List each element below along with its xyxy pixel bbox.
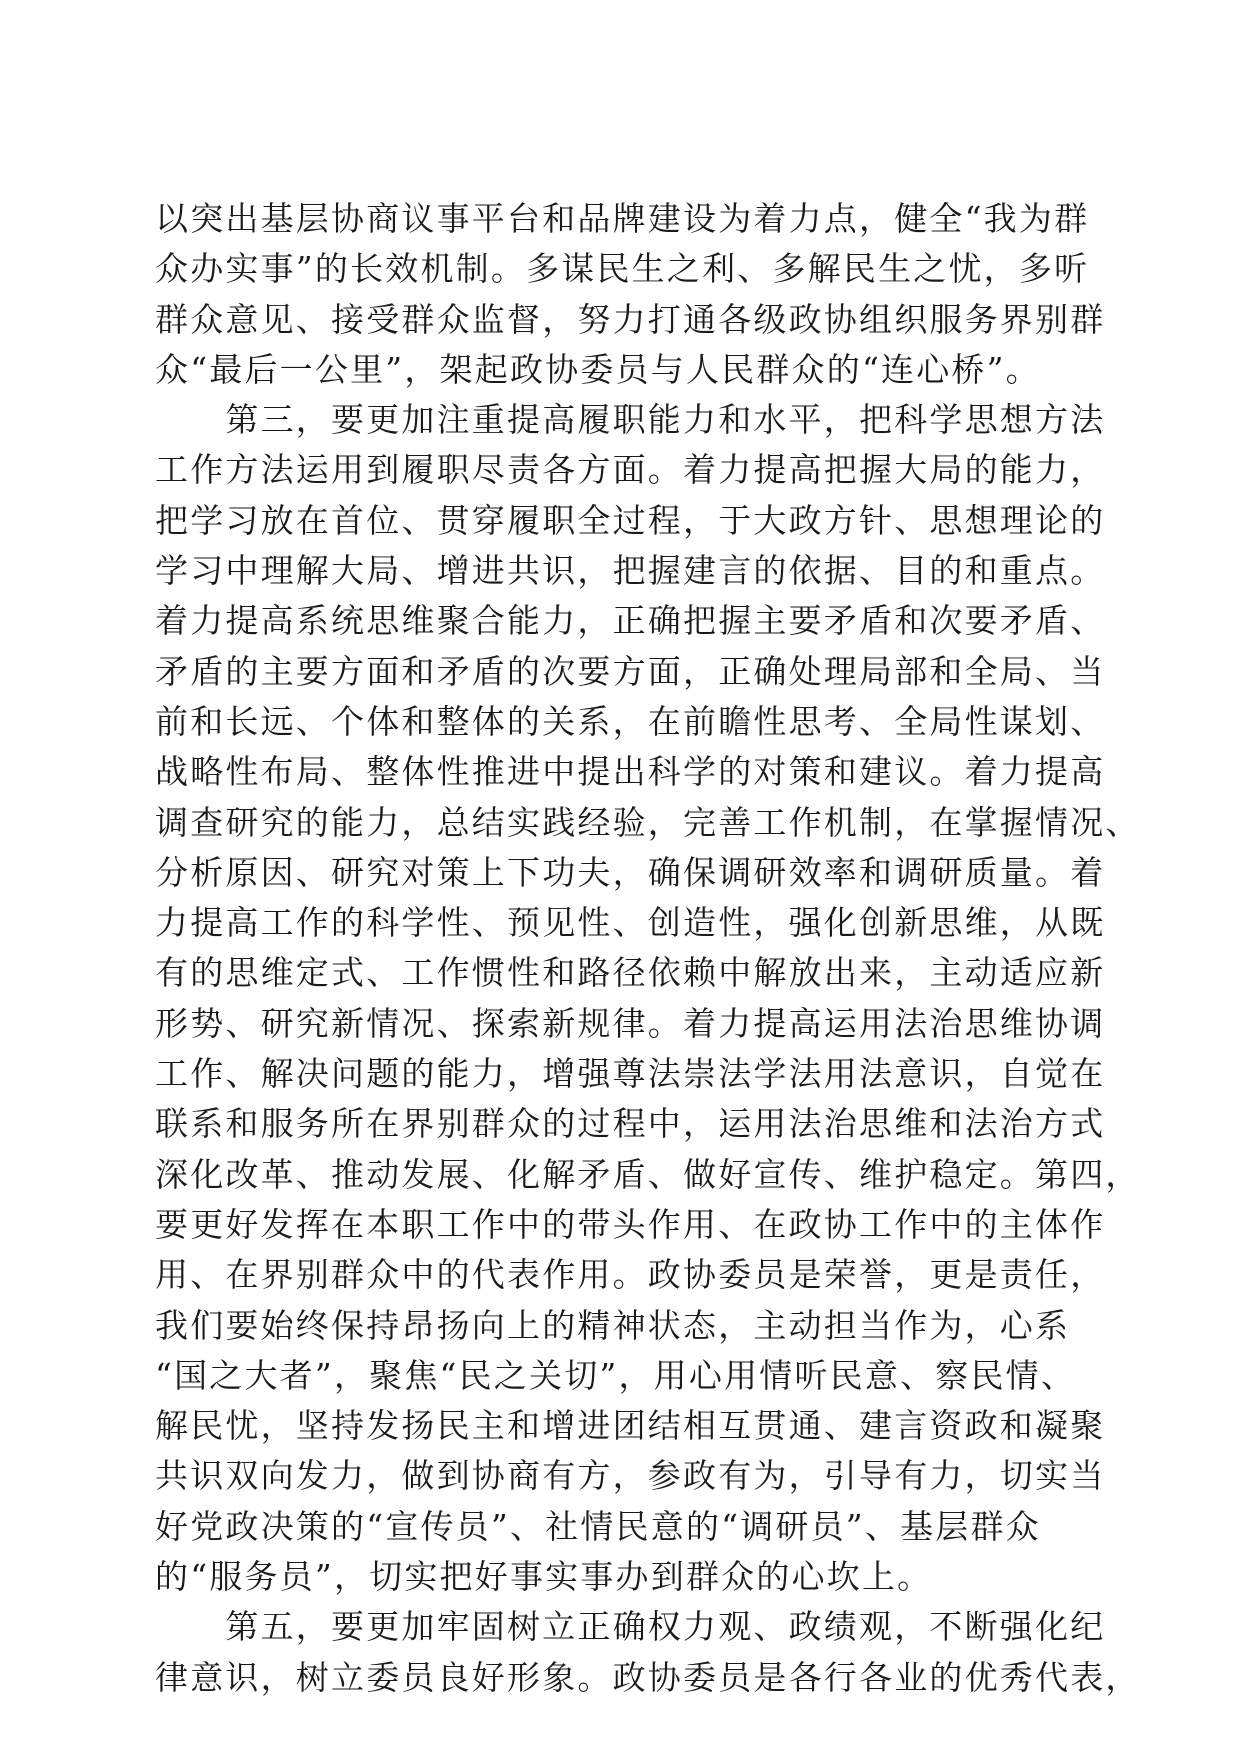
text-line: 律意识，树立委员良好形象。政协委员是各行各业的优秀代表，: [155, 1657, 1141, 1697]
text-line: 解民忧，坚持发扬民主和增进团结相互贯通、建言资政和凝聚: [155, 1406, 1106, 1446]
text-line: 前和长远、个体和整体的关系，在前瞻性思考、全局性谋划、: [155, 701, 1106, 741]
text-line: 众“最后一公里”，架起政协委员与人民群众的“连心桥”。: [155, 349, 1041, 389]
text-line: 众办实事”的长效机制。多谋民生之利、多解民生之忧，多听: [155, 249, 1090, 289]
text-line: 要更好发挥在本职工作中的带头作用、在政协工作中的主体作: [155, 1204, 1106, 1244]
text-line: 力提高工作的科学性、预见性、创造性，强化创新思维，从既: [155, 903, 1106, 943]
text-line: 战略性布局、整体性推进中提出科学的对策和建议。着力提高: [155, 752, 1106, 792]
text-line: 联系和服务所在界别群众的过程中，运用法治思维和法治方式: [155, 1104, 1106, 1144]
text-line: 调查研究的能力，总结实践经验，完善工作机制，在掌握情况、: [155, 802, 1141, 842]
text-line: 第五，要更加牢固树立正确权力观、政绩观，不断强化纪: [155, 1607, 1106, 1647]
text-line: 群众意见、接受群众监督，努力打通各级政协组织服务界别群: [155, 299, 1106, 339]
text-line: 工作方法运用到履职尽责各方面。着力提高把握大局的能力，: [155, 450, 1106, 490]
text-line: 用、在界别群众中的代表作用。政协委员是荣誉，更是责任，: [155, 1255, 1106, 1295]
text-line: 把学习放在首位、贯穿履职全过程，于大政方针、思想理论的: [155, 500, 1106, 540]
body-text: [155, 194, 1141, 1703]
text-line: 第三，要更加注重提高履职能力和水平，把科学思想方法: [155, 400, 1106, 440]
text-line: 我们要始终保持昂扬向上的精神状态，主动担当作为，心系: [155, 1305, 1071, 1345]
text-line: 矛盾的主要方面和矛盾的次要方面，正确处理局部和全局、当: [155, 651, 1106, 691]
text-line: 以突出基层协商议事平台和品牌建设为着力点，健全“我为群: [155, 199, 1090, 238]
text-line: 有的思维定式、工作惯性和路径依赖中解放出来，主动适应新: [155, 953, 1106, 993]
text-line: 形势、研究新情况、探索新规律。着力提高运用法治思维协调: [155, 1003, 1106, 1043]
text-line: 好党政决策的“宣传员”、社情民意的“调研员”、基层群众: [155, 1506, 1041, 1546]
text-line: 着力提高系统思维聚合能力，正确把握主要矛盾和次要矛盾、: [155, 601, 1106, 641]
text-line: 分析原因、研究对策上下功夫，确保调研效率和调研质量。着: [155, 852, 1106, 892]
text-line: “国之大者”，聚焦“民之关切”，用心用情听民意、察民情、: [155, 1355, 1077, 1395]
text-line: 的“服务员”，切实把好事实事办到群众的心坎上。: [155, 1557, 933, 1597]
text-line: 学习中理解大局、增进共识，把握建言的依据、目的和重点。: [155, 551, 1106, 591]
text-line: 共识双向发力，做到协商有方，参政有为，引导有力，切实当: [155, 1456, 1106, 1496]
text-line: 深化改革、推动发展、化解矛盾、做好宣传、维护稳定。第四，: [155, 1154, 1141, 1194]
text-line: 工作、解决问题的能力，增强尊法崇法学法用法意识，自觉在: [155, 1054, 1106, 1094]
